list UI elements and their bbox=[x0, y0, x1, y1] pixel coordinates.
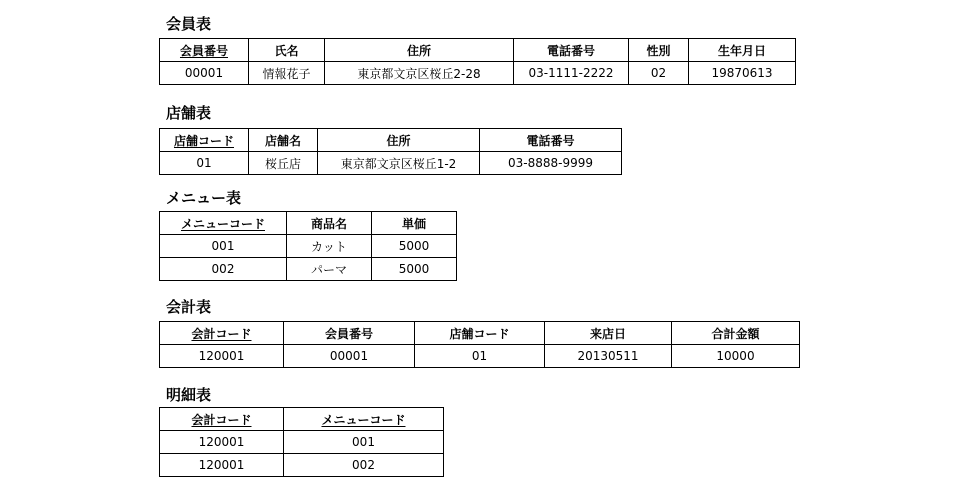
column-header: 生年月日 bbox=[689, 39, 796, 62]
column-header: 来店日 bbox=[545, 322, 672, 345]
table-cell: 5000 bbox=[372, 235, 457, 258]
accounting-table bbox=[159, 321, 800, 368]
table-cell: 東京都文京区桜丘1-2 bbox=[318, 152, 480, 175]
column-header: 会員番号 bbox=[284, 322, 415, 345]
table-cell: 00001 bbox=[284, 345, 415, 368]
store-table-title: 店舗表 bbox=[166, 104, 212, 122]
table-cell: 10000 bbox=[672, 345, 800, 368]
table-cell: 120001 bbox=[160, 345, 284, 368]
table-cell: 03-8888-9999 bbox=[480, 152, 622, 175]
table-cell: 02 bbox=[629, 62, 689, 85]
primary-key-label: メニューコード bbox=[321, 412, 406, 427]
column-header bbox=[160, 212, 287, 235]
table-cell: 5000 bbox=[372, 258, 457, 281]
table-cell: 19870613 bbox=[689, 62, 796, 85]
column-header: 合計金額 bbox=[672, 322, 800, 345]
column-header: 電話番号 bbox=[480, 129, 622, 152]
table-cell: カット bbox=[287, 235, 372, 258]
header-row bbox=[160, 212, 457, 235]
table-cell: 002 bbox=[284, 454, 444, 477]
primary-key-label: 店舗コード bbox=[173, 133, 234, 148]
column-header bbox=[284, 408, 444, 431]
member-table bbox=[159, 38, 796, 85]
detail-table bbox=[159, 407, 444, 477]
column-header: 電話番号 bbox=[514, 39, 629, 62]
column-header bbox=[160, 39, 249, 62]
table-cell: 120001 bbox=[160, 431, 284, 454]
header-row bbox=[160, 39, 796, 62]
table-cell: 情報花子 bbox=[249, 62, 325, 85]
column-header: 店舗名 bbox=[249, 129, 318, 152]
header-row bbox=[160, 129, 622, 152]
column-header bbox=[160, 129, 249, 152]
table-cell: 001 bbox=[284, 431, 444, 454]
table-cell: 桜丘店 bbox=[249, 152, 318, 175]
table-row bbox=[160, 258, 457, 281]
table-cell: 001 bbox=[160, 235, 287, 258]
primary-key-label: メニューコード bbox=[180, 216, 265, 231]
table-row bbox=[160, 345, 800, 368]
table-row bbox=[160, 454, 444, 477]
table-cell: 002 bbox=[160, 258, 287, 281]
table-cell: 東京都文京区桜丘2-28 bbox=[325, 62, 514, 85]
table-cell: 120001 bbox=[160, 454, 284, 477]
column-header bbox=[160, 408, 284, 431]
header-row bbox=[160, 322, 800, 345]
store-table bbox=[159, 128, 622, 175]
table-row bbox=[160, 62, 796, 85]
table-cell: 01 bbox=[160, 152, 249, 175]
column-header: 店舗コード bbox=[415, 322, 545, 345]
table-row bbox=[160, 235, 457, 258]
table-cell: 01 bbox=[415, 345, 545, 368]
column-header: 住所 bbox=[325, 39, 514, 62]
primary-key-label: 会計コード bbox=[191, 412, 252, 427]
header-row bbox=[160, 408, 444, 431]
table-cell: 20130511 bbox=[545, 345, 672, 368]
menu-table bbox=[159, 211, 457, 281]
primary-key-label: 会計コード bbox=[191, 326, 252, 341]
table-row bbox=[160, 431, 444, 454]
table-cell: パーマ bbox=[287, 258, 372, 281]
table-row bbox=[160, 152, 622, 175]
column-header bbox=[160, 322, 284, 345]
column-header: 単価 bbox=[372, 212, 457, 235]
column-header: 商品名 bbox=[287, 212, 372, 235]
accounting-table-title: 会計表 bbox=[166, 298, 212, 316]
detail-table-title: 明細表 bbox=[166, 386, 212, 404]
primary-key-label: 会員番号 bbox=[179, 43, 228, 58]
table-cell: 03-1111-2222 bbox=[514, 62, 629, 85]
column-header: 氏名 bbox=[249, 39, 325, 62]
menu-table-title: メニュー表 bbox=[166, 189, 242, 207]
member-table-title: 会員表 bbox=[166, 15, 212, 33]
table-cell: 00001 bbox=[160, 62, 249, 85]
column-header: 性別 bbox=[629, 39, 689, 62]
column-header: 住所 bbox=[318, 129, 480, 152]
